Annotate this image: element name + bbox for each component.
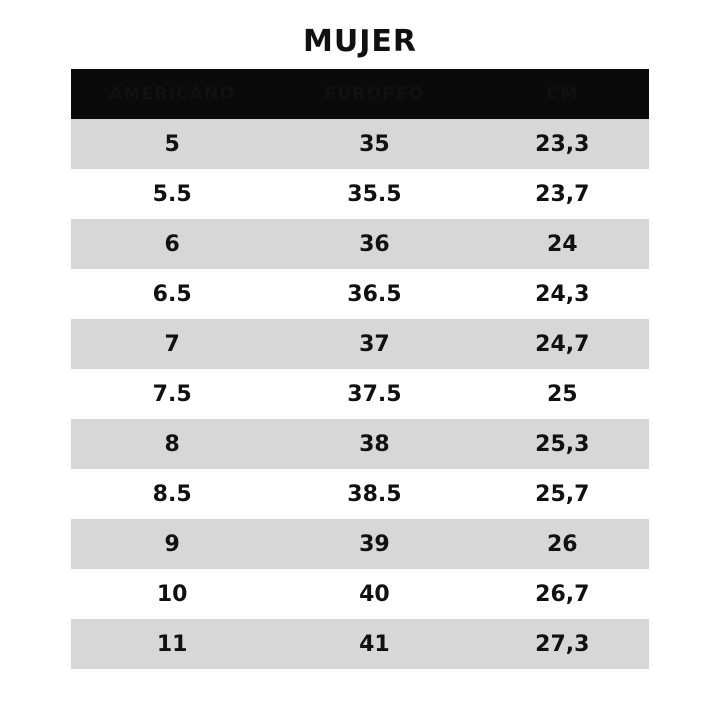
cell-cm: 24,7 <box>535 331 590 357</box>
cell-europeo: 37 <box>359 331 390 357</box>
cell-europeo: 40 <box>359 581 390 607</box>
cell-europeo: 41 <box>359 631 390 657</box>
table-body <box>71 119 649 669</box>
cell-cm: 24,3 <box>535 281 590 307</box>
table-row <box>71 219 649 269</box>
cell-europeo: 38.5 <box>347 481 402 507</box>
cell-americano: 7.5 <box>152 381 192 407</box>
cell-cm: 23,3 <box>535 131 590 157</box>
cell-cm: 27,3 <box>535 631 590 657</box>
cell-europeo: 35.5 <box>347 181 402 207</box>
table-row <box>71 269 649 319</box>
cell-cm: 26,7 <box>535 581 590 607</box>
table-row <box>71 169 649 219</box>
cell-americano: 11 <box>156 631 188 657</box>
cell-cm: 23,7 <box>535 181 590 207</box>
cell-europeo: 39 <box>359 531 390 557</box>
cell-americano: 6.5 <box>152 281 192 307</box>
cell-cm: 24 <box>546 231 578 257</box>
column-header-americano: AMERICANO <box>109 84 236 104</box>
cell-cm: 25,3 <box>535 431 590 457</box>
cell-cm: 25,7 <box>535 481 590 507</box>
column-header-cm: CM <box>546 84 579 104</box>
table-row <box>71 469 649 519</box>
cell-europeo: 36 <box>359 231 390 257</box>
cell-americano: 10 <box>156 581 188 607</box>
cell-europeo: 35 <box>359 131 390 157</box>
cell-americano: 5.5 <box>152 181 192 207</box>
table-row <box>71 319 649 369</box>
column-header-europeo: EUROPEO <box>324 84 425 104</box>
table-header-row <box>71 69 649 119</box>
cell-americano: 9 <box>164 531 180 557</box>
cell-europeo: 38 <box>359 431 390 457</box>
cell-europeo: 36.5 <box>347 281 402 307</box>
table-row <box>71 369 649 419</box>
cell-americano: 8 <box>164 431 180 457</box>
table-row <box>71 569 649 619</box>
table-row <box>71 619 649 669</box>
cell-americano: 8.5 <box>152 481 192 507</box>
size-conversion-table <box>71 69 649 669</box>
cell-americano: 6 <box>164 231 180 257</box>
cell-europeo: 37.5 <box>347 381 402 407</box>
table-row <box>71 519 649 569</box>
table-row <box>71 419 649 469</box>
cell-cm: 25 <box>546 381 578 407</box>
cell-americano: 7 <box>164 331 180 357</box>
cell-americano: 5 <box>164 131 180 157</box>
table-header <box>71 69 649 119</box>
cell-cm: 26 <box>546 531 578 557</box>
table-row <box>71 119 649 169</box>
page-title: MUJER <box>303 24 417 59</box>
